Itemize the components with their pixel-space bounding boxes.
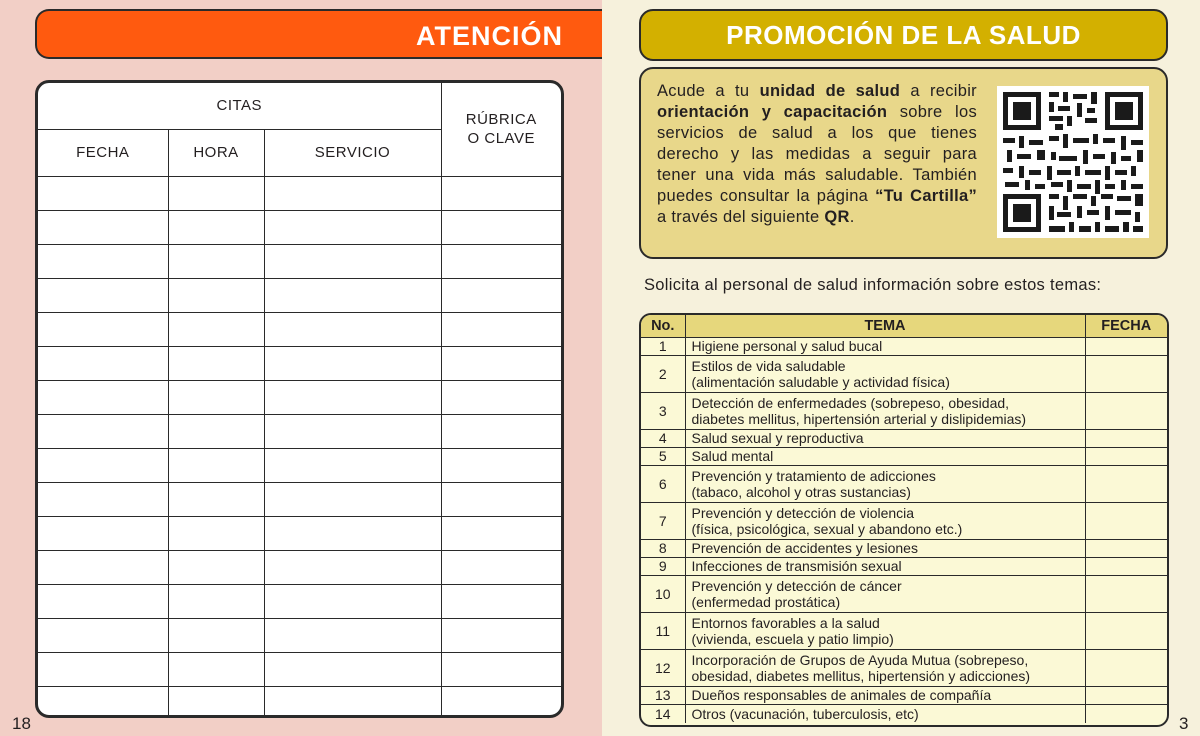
fecha-cell[interactable] (38, 448, 168, 482)
citas-row (38, 482, 561, 516)
tema-text (685, 393, 1085, 430)
tema-line: Dueños responsables de animales de compañía (691, 687, 992, 704)
tema-line: (alimentación saludable y actividad física) (691, 374, 950, 390)
hora-cell[interactable] (168, 584, 264, 618)
hora-cell[interactable] (168, 686, 264, 718)
promocion-banner (639, 9, 1168, 61)
citas-row (38, 312, 561, 346)
tema-fecha-cell[interactable] (1085, 448, 1167, 466)
fecha-cell[interactable] (38, 618, 168, 652)
tema-line: Higiene personal y salud bucal (691, 338, 883, 355)
tema-number: 10 (641, 576, 685, 613)
tema-text (685, 448, 1085, 466)
hora-cell[interactable] (168, 346, 264, 380)
servicio-cell[interactable] (264, 278, 441, 312)
servicio-column-header: SERVICIO (264, 129, 441, 176)
tema-line: obesidad, diabetes mellitus, hipertensión y adicciones) (691, 668, 1031, 684)
hora-cell[interactable] (168, 312, 264, 346)
tema-column-header: TEMA (685, 315, 1085, 338)
servicio-cell[interactable] (264, 414, 441, 448)
citas-row (38, 414, 561, 448)
tema-fecha-cell[interactable] (1085, 393, 1167, 430)
tema-number: 6 (641, 466, 685, 503)
servicio-cell[interactable] (264, 618, 441, 652)
hora-cell[interactable] (168, 482, 264, 516)
rubrica-cell[interactable] (441, 312, 561, 346)
servicio-cell[interactable] (264, 380, 441, 414)
servicio-cell[interactable] (264, 312, 441, 346)
tema-line: (enfermedad prostática) (691, 594, 841, 610)
tema-row (641, 613, 1167, 650)
citas-row (38, 210, 561, 244)
tema-row (641, 503, 1167, 540)
tema-line: Prevención y tratamiento de adicciones (691, 467, 936, 484)
tema-row (641, 705, 1167, 723)
citas-header: CITAS (38, 83, 441, 129)
servicio-cell[interactable] (264, 516, 441, 550)
tema-fecha-cell[interactable] (1085, 705, 1167, 723)
tema-fecha-cell[interactable] (1085, 540, 1167, 558)
fecha-cell[interactable] (38, 516, 168, 550)
tema-number: 3 (641, 393, 685, 430)
tema-row (641, 650, 1167, 687)
fecha-column-header: FECHA (38, 129, 168, 176)
rubrica-cell[interactable] (441, 244, 561, 278)
hora-cell[interactable] (168, 244, 264, 278)
tema-line: Prevención de accidentes y lesiones (691, 540, 918, 557)
fecha-cell[interactable] (38, 482, 168, 516)
atencion-banner (35, 9, 615, 59)
citas-row (38, 176, 561, 210)
fecha-cell[interactable] (38, 584, 168, 618)
servicio-cell[interactable] (264, 550, 441, 584)
rubrica-cell[interactable] (441, 176, 561, 210)
tema-line: Salud sexual y reproductiva (691, 430, 864, 447)
fecha-cell[interactable] (38, 346, 168, 380)
rubrica-cell[interactable] (441, 618, 561, 652)
tema-row (641, 540, 1167, 558)
solicita-text: Solicita al personal de salud información sobre estos temas: (644, 276, 1102, 294)
qr-code-icon[interactable] (997, 86, 1149, 238)
tema-text (685, 650, 1085, 687)
tema-row (641, 356, 1167, 393)
no-column-header: No. (641, 315, 685, 338)
tema-line: Otros (vacunación, tuberculosis, etc) (691, 705, 919, 722)
citas-row (38, 244, 561, 278)
hora-cell[interactable] (168, 652, 264, 686)
rubrica-cell[interactable] (441, 278, 561, 312)
tema-number: 9 (641, 558, 685, 576)
hora-cell[interactable] (168, 516, 264, 550)
citas-row (38, 618, 561, 652)
tema-number: 2 (641, 356, 685, 393)
hora-cell[interactable] (168, 550, 264, 584)
tema-fecha-cell[interactable] (1085, 503, 1167, 540)
tema-row (641, 393, 1167, 430)
fecha-cell[interactable] (38, 414, 168, 448)
citas-row (38, 380, 561, 414)
rubrica-header: RÚBRICA O CLAVE (441, 83, 561, 176)
tema-line: Detección de enfermedades (sobrepeso, obesidad, (691, 394, 1010, 411)
citas-row (38, 448, 561, 482)
tema-fecha-cell[interactable] (1085, 613, 1167, 650)
fecha-cell[interactable] (38, 312, 168, 346)
tema-row (641, 448, 1167, 466)
rubrica-cell[interactable] (441, 346, 561, 380)
hora-cell[interactable] (168, 278, 264, 312)
tema-text (685, 338, 1085, 356)
citas-row (38, 584, 561, 618)
hora-cell[interactable] (168, 176, 264, 210)
tema-row (641, 687, 1167, 705)
temas-table-container (639, 313, 1169, 727)
citas-table (38, 83, 561, 718)
tema-line: diabetes mellitus, hipertensión arterial y dislipidemias) (691, 411, 1027, 427)
rubrica-cell[interactable] (441, 550, 561, 584)
tema-fecha-cell[interactable] (1085, 338, 1167, 356)
tema-text (685, 687, 1085, 705)
tema-row (641, 466, 1167, 503)
tema-number: 5 (641, 448, 685, 466)
tema-fecha-cell[interactable] (1085, 430, 1167, 448)
temas-table (641, 315, 1167, 723)
fecha-cell[interactable] (38, 244, 168, 278)
tema-line: (vivienda, escuela y patio limpio) (691, 631, 894, 647)
tema-row (641, 338, 1167, 356)
tema-text (685, 576, 1085, 613)
tema-number: 7 (641, 503, 685, 540)
rubrica-cell[interactable] (441, 414, 561, 448)
servicio-cell[interactable] (264, 448, 441, 482)
tema-line: Prevención y detección de cáncer (691, 577, 902, 594)
tema-row (641, 430, 1167, 448)
tema-text (685, 540, 1085, 558)
citas-row (38, 652, 561, 686)
tema-fecha-cell[interactable] (1085, 576, 1167, 613)
info-text: Acude a tu unidad de salud a recibir orientación y capacitación sobre los servicios de salud a los que tienes derecho y las medidas a seguir para tener una vida más saludable. También puedes consultar la página “Tu Cartilla” a través del siguiente QR. (657, 82, 977, 226)
tema-text (685, 356, 1085, 393)
tema-text (685, 503, 1085, 540)
hora-cell[interactable] (168, 380, 264, 414)
hora-cell[interactable] (168, 448, 264, 482)
rubrica-cell[interactable] (441, 516, 561, 550)
servicio-cell[interactable] (264, 210, 441, 244)
tema-text (685, 613, 1085, 650)
fecha-cell[interactable] (38, 380, 168, 414)
tema-line: Estilos de vida saludable (691, 357, 846, 374)
fecha-cell[interactable] (38, 210, 168, 244)
fecha-cell[interactable] (38, 652, 168, 686)
citas-row (38, 346, 561, 380)
tema-number: 14 (641, 705, 685, 723)
citas-row (38, 516, 561, 550)
fecha-column-header-temas: FECHA (1085, 315, 1167, 338)
servicio-cell[interactable] (264, 176, 441, 210)
citas-row (38, 278, 561, 312)
citas-row (38, 686, 561, 718)
rubrica-cell[interactable] (441, 652, 561, 686)
info-box (639, 67, 1168, 259)
tema-number: 4 (641, 430, 685, 448)
tema-number: 11 (641, 613, 685, 650)
page-number-right: 3 (1179, 714, 1189, 733)
tema-number: 1 (641, 338, 685, 356)
hora-cell[interactable] (168, 618, 264, 652)
rubrica-cell[interactable] (441, 380, 561, 414)
tema-line: Entornos favorables a la salud (691, 614, 880, 631)
fecha-cell[interactable] (38, 176, 168, 210)
tema-row (641, 558, 1167, 576)
atencion-title: ATENCIÓN (416, 21, 563, 51)
servicio-cell[interactable] (264, 652, 441, 686)
tema-row (641, 576, 1167, 613)
rubrica-cell[interactable] (441, 448, 561, 482)
rubrica-cell[interactable] (441, 482, 561, 516)
fecha-cell[interactable] (38, 550, 168, 584)
tema-line: Infecciones de transmisión sexual (691, 558, 902, 575)
tema-line: Incorporación de Grupos de Ayuda Mutua (sobrepeso, (691, 651, 1029, 668)
hora-column-header: HORA (168, 129, 264, 176)
fecha-cell[interactable] (38, 686, 168, 718)
tema-number: 13 (641, 687, 685, 705)
tema-fecha-cell[interactable] (1085, 558, 1167, 576)
tema-number: 8 (641, 540, 685, 558)
servicio-cell[interactable] (264, 686, 441, 718)
tema-text (685, 705, 1085, 723)
servicio-cell[interactable] (264, 584, 441, 618)
tema-number: 12 (641, 650, 685, 687)
tema-fecha-cell[interactable] (1085, 356, 1167, 393)
tema-line: Salud mental (691, 448, 774, 465)
tema-text (685, 430, 1085, 448)
tema-text (685, 466, 1085, 503)
tema-fecha-cell[interactable] (1085, 466, 1167, 503)
tema-line: Prevención y detección de violencia (691, 504, 915, 521)
tema-fecha-cell[interactable] (1085, 650, 1167, 687)
hora-cell[interactable] (168, 210, 264, 244)
promocion-title: PROMOCIÓN DE LA SALUD (726, 20, 1081, 50)
page-number-left: 18 (12, 714, 31, 733)
citas-table-container (35, 80, 564, 718)
tema-line: (tabaco, alcohol y otras sustancias) (691, 484, 911, 500)
hora-cell[interactable] (168, 414, 264, 448)
rubrica-cell[interactable] (441, 210, 561, 244)
tema-fecha-cell[interactable] (1085, 687, 1167, 705)
servicio-cell[interactable] (264, 482, 441, 516)
rubrica-cell[interactable] (441, 584, 561, 618)
tema-text (685, 558, 1085, 576)
rubrica-cell[interactable] (441, 686, 561, 718)
right-page (602, 0, 1200, 736)
fecha-cell[interactable] (38, 278, 168, 312)
citas-row (38, 550, 561, 584)
tema-line: (física, psicológica, sexual y abandono etc.) (691, 521, 963, 537)
servicio-cell[interactable] (264, 346, 441, 380)
servicio-cell[interactable] (264, 244, 441, 278)
